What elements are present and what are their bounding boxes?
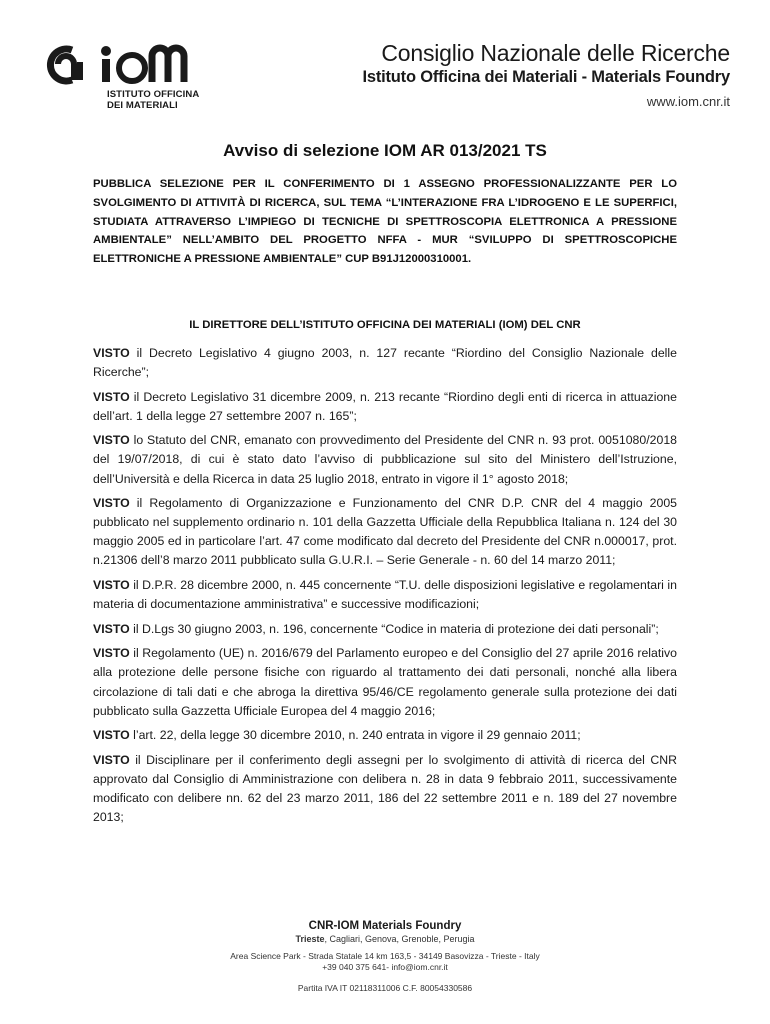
paragraph-visto — [93, 576, 677, 614]
paragraph-lead: VISTO — [93, 346, 130, 360]
logo-caption-line-1: ISTITUTO OFFICINA — [107, 89, 200, 100]
paragraph-visto — [93, 431, 677, 488]
page-footer — [0, 919, 770, 994]
paragraph-text: il Regolamento di Organizzazione e Funzionamento del CNR D.P. CNR del 4 maggio 2005 pubblicato nel supplemento ordinario n. 101 della Gazzetta Ufficiale della Repubblica Italiana n. 124 del 30 maggio 2005 ed in particolare l’art. 47 come modificato dal decreto del Presidente del CNR n.000017, prot. n.21306 dell’8 marzo 2011 pubblicato sulla G.U.R.I. – Serie Generale - n. 60 del 14 marzo 2011; — [93, 496, 677, 568]
paragraph-visto — [93, 644, 677, 720]
paragraph-lead: VISTO — [93, 389, 130, 404]
logo-caption-line-2: DEI MATERIALI — [107, 100, 178, 111]
paragraph-text: l’art. 22, della legge 30 dicembre 2010, n. 240 entrata in vigore il 29 gennaio 2011; — [129, 728, 581, 743]
institute-name: Istituto Officina dei Materiali - Materials Foundry — [362, 68, 730, 86]
paragraph-text: il D.P.R. 28 dicembre 2000, n. 445 concernente “T.U. delle disposizioni legislative e regolamentari in materia di documentazione amministrativa” e successive modificazioni; — [93, 578, 677, 612]
footer-contact[interactable]: +39 040 375 641- info@iom.cnr.it — [322, 962, 448, 972]
paragraph-text: lo Statuto del CNR, emanato con provvedimento del Presidente del CNR n. 93 prot. 0051080/2018 del 19/07/2018, di cui è stato dato l’avviso di pubblicazione sul sito del Ministero dell’Istruzione, dell’Università e della Ricerca in data 25 luglio 2018, entrato in vigore il 1° agosto 2018; — [93, 433, 677, 486]
document-body — [93, 344, 677, 833]
footer-vat: Partita IVA IT 02118311006 C.F. 80054330586 — [297, 983, 473, 993]
organization-name: Consiglio Nazionale delle Ricerche — [381, 40, 730, 66]
website-link[interactable]: www.iom.cnr.it — [646, 94, 730, 109]
logo-caption — [107, 89, 199, 111]
paragraph-lead: VISTO — [93, 578, 130, 593]
document-subject: PUBBLICA SELEZIONE PER IL CONFERIMENTO DI 1 ASSEGNO PROFESSIONALIZZANTE PER LO SVOLGIMENTO DI ATTIVITÀ DI RICERCA, SUL TEMA “L’INTERAZIONE FRA L’IDROGENO E LE SUPERFICI, STUDIATA ATTRAVERSO L’IMPIEGO DI TECNICHE DI SPETTROSCOPIA ELETTRONICA A PRESSIONE AMBIENTALE” NELL’AMBITO DEL PROGETTO NFFA - MUR “SVILUPPO DI SPETTROSCOPICHE ELETTRONICHE A PRESSIONE AMBIENTALE” CUP B91J12000310001. — [93, 178, 677, 266]
footer-address: Area Science Park - Strada Statale 14 km 163,5 - 34149 Basovizza - Trieste - Italy — [230, 951, 540, 961]
paragraph-visto — [93, 344, 677, 382]
paragraph-visto — [93, 726, 677, 745]
paragraph-visto — [93, 388, 677, 426]
paragraph-visto — [93, 751, 677, 827]
paragraph-text: il Decreto Legislativo 4 giugno 2003, n. 127 recante “Riordino del Consiglio Nazionale delle Ricerche”; — [93, 346, 677, 380]
paragraph-visto — [93, 494, 677, 570]
letterhead — [40, 38, 730, 118]
paragraph-lead: VISTO — [93, 728, 130, 743]
document-title: Avviso di selezione IOM AR 013/2021 TS — [223, 141, 547, 160]
paragraph-text: il D.Lgs 30 giugno 2003, n. 196, concernente “Codice in materia di protezione dei dati personali”; — [129, 621, 659, 636]
footer-cities — [0, 933, 770, 946]
paragraph-lead: VISTO — [93, 433, 130, 448]
paragraph-visto — [93, 620, 677, 639]
paragraph-lead: VISTO — [93, 621, 130, 636]
paragraph-lead: VISTO — [93, 752, 130, 767]
paragraph-lead: VISTO — [93, 646, 130, 661]
footer-city-main: Trieste — [295, 934, 325, 944]
paragraph-text: il Disciplinare per il conferimento degli assegni per lo svolgimento di attività di ricerca del CNR approvato dal Consiglio di Amministrazione con delibera n. 28 in data 9 febbraio 2011, successivamente modificato con delibere nn. 62 del 23 marzo 2011, 186 del 22 settembre 2011 e n. 189 del 27 novembre 2013; — [93, 752, 677, 825]
footer-org-name: CNR-IOM Materials Foundry — [308, 920, 462, 932]
footer-city-list: , Cagliari, Genova, Grenoble, Perugia — [324, 934, 475, 944]
cnr-iom-logo-mark-icon — [44, 42, 214, 86]
paragraph-lead: VISTO — [93, 496, 130, 511]
iom-logo — [40, 38, 210, 118]
organization-block — [362, 40, 730, 109]
director-heading: IL DIRETTORE DELL’ISTITUTO OFFICINA DEI MATERIALI (IOM) DEL CNR — [189, 319, 581, 331]
paragraph-text: il Regolamento (UE) n. 2016/679 del Parlamento europeo e del Consiglio del 27 aprile 2016 relativo alla protezione delle persone fisiche con riguardo al trattamento dei dati personali, nonché alla libera circolazione di tali dati e che abroga la direttiva 95/46/CE regolamento generale sulla protezione dei dati pubblicato sulla Gazzetta Ufficiale Europea del 4 maggio 2016; — [93, 646, 677, 718]
paragraph-text: il Decreto Legislativo 31 dicembre 2009, n. 213 recante “Riordino degli enti di ricerca in attuazione dell’art. 1 della legge 27 settembre 2007 n. 165”; — [93, 389, 677, 423]
